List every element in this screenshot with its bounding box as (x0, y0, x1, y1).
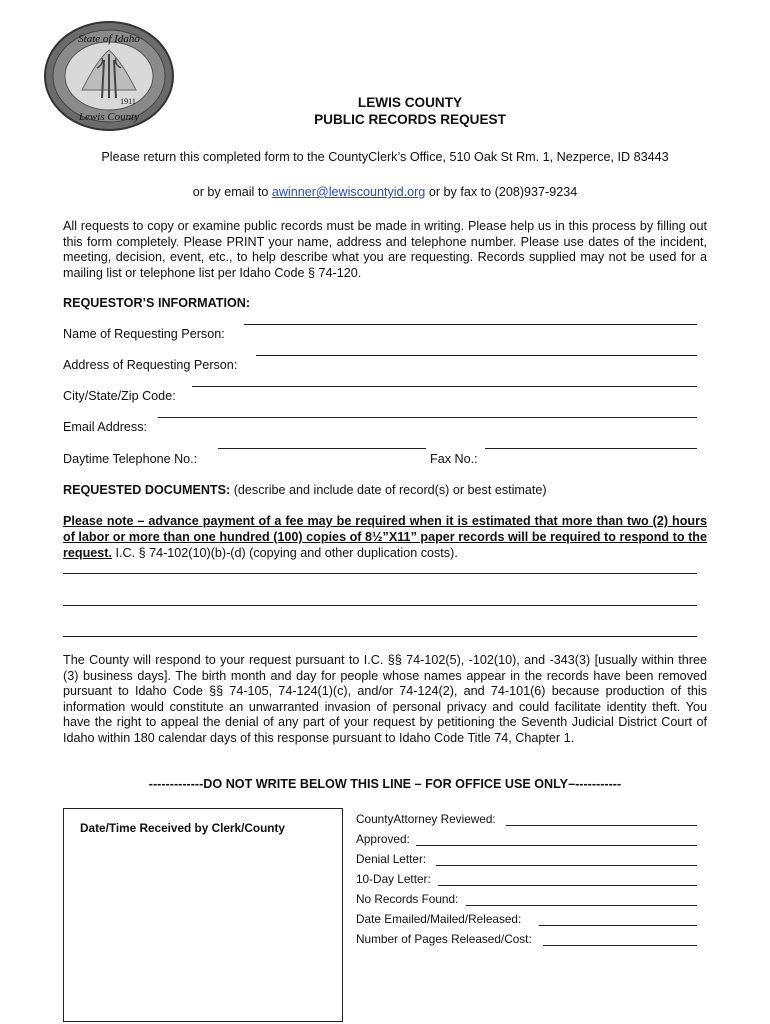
office-line-denial[interactable] (436, 865, 697, 866)
fax-field[interactable] (485, 448, 697, 449)
response-paragraph: The County will respond to your request pursuant to I.C. §§ 74-102(5), -102(10), and -343(3) [usually within three (3) business days]. The birth month and day for people whose names appear in the records have been removed pursuant to Idaho Code §§ 74-105, 74-124(1)(c), and/or 74-124(2), and 74-101(6) because production of this information would constitute an unwarranted invasion of personal privacy and could facilitate identity theft. You have the right to appeal the denial of any part of your request by petitioning the Seventh Judicial District Court of Idaho within 180 calendar days of this response pursuant to Idaho Code Title 74, Chapter 1. (63, 653, 707, 745)
documents-line-2[interactable] (63, 605, 697, 606)
requested-documents (63, 483, 547, 497)
seal-year: 1911 (120, 97, 136, 106)
received-box-title: Date/Time Received by Clerk/County (80, 821, 285, 835)
phone-label: Daytime Telephone No.: (63, 452, 198, 466)
office-field-released: Date Emailed/Mailed/Released: (356, 912, 522, 926)
office-field-denial: Denial Letter: (356, 852, 427, 866)
name-field[interactable] (244, 324, 697, 325)
city-state-zip-field[interactable] (192, 386, 697, 387)
return-instructions: Please return this completed form to the CountyClerk’s Office, 510 Oak St Rm. 1, Nezperce, ID 83443 (101, 150, 669, 164)
office-field-attorney: CountyAttorney Reviewed: (356, 812, 496, 826)
email-address-label: Email Address: (63, 420, 147, 434)
fee-note-citation: I.C. § 74-102(10)(b)-(d) (copying and other duplication costs). (112, 546, 458, 560)
office-line-10day[interactable] (438, 885, 697, 886)
form-title: PUBLIC RECORDS REQUEST (314, 112, 506, 127)
email-fax-line (0, 185, 770, 199)
office-field-approved: Approved: (356, 832, 410, 846)
office-field-no-records: No Records Found: (356, 892, 459, 906)
requested-documents-hint: (describe and include date of record(s) or best estimate) (230, 483, 547, 497)
seal-text-top: State of Idaho (78, 33, 140, 45)
intro-paragraph: All requests to copy or examine public records must be made in writing. Please help us in this process by filling out this form completely. Please PRINT your name, address and telephone number. Please use dates of the incident, meeting, decision, event, etc., to help describe what you are requesting. Records supplied may not be used for a mailing list or telephone list per Idaho Code § 74-120. (63, 219, 707, 280)
office-line-pages[interactable] (543, 945, 697, 946)
office-field-10day: 10-Day Letter: (356, 872, 431, 886)
office-line-released[interactable] (539, 925, 697, 926)
office-use-divider: -------------DO NOT WRITE BELOW THIS LINE – FOR OFFICE USE ONLY–----------- (148, 777, 622, 791)
office-line-approved[interactable] (416, 845, 697, 846)
email-prefix: or by email to (192, 185, 272, 199)
fee-note-bold: Please note – advance payment of a fee may be required when it is estimated that more than two (2) hours of labor or more than one hundred (100) copies of 8½”X11” paper records will be required to respond to the request. (63, 514, 707, 560)
fee-note (63, 513, 707, 561)
requested-documents-heading: REQUESTED DOCUMENTS: (63, 483, 231, 497)
documents-line-1[interactable] (63, 573, 697, 574)
fax-text: or by fax to (208)937-9234 (425, 185, 578, 199)
phone-field[interactable] (218, 448, 426, 449)
fax-label: Fax No.: (430, 452, 478, 466)
address-label: Address of Requesting Person: (63, 358, 238, 372)
office-line-no-records[interactable] (466, 905, 697, 906)
email-address-field[interactable] (158, 417, 697, 418)
city-state-zip-label: City/State/Zip Code: (63, 389, 176, 403)
address-field[interactable] (256, 355, 697, 356)
county-title: LEWIS COUNTY (357, 95, 463, 110)
received-box (63, 808, 343, 1022)
requestor-heading: REQUESTOR’S INFORMATION: (63, 296, 251, 310)
email-link[interactable]: awinner@lewiscountyid.org (271, 185, 426, 199)
name-label: Name of Requesting Person: (63, 327, 225, 341)
documents-line-3[interactable] (63, 636, 697, 637)
office-field-pages: Number of Pages Released/Cost: (356, 932, 532, 946)
office-line-attorney[interactable] (506, 825, 697, 826)
seal-text-bottom: Lewis County (78, 111, 140, 123)
